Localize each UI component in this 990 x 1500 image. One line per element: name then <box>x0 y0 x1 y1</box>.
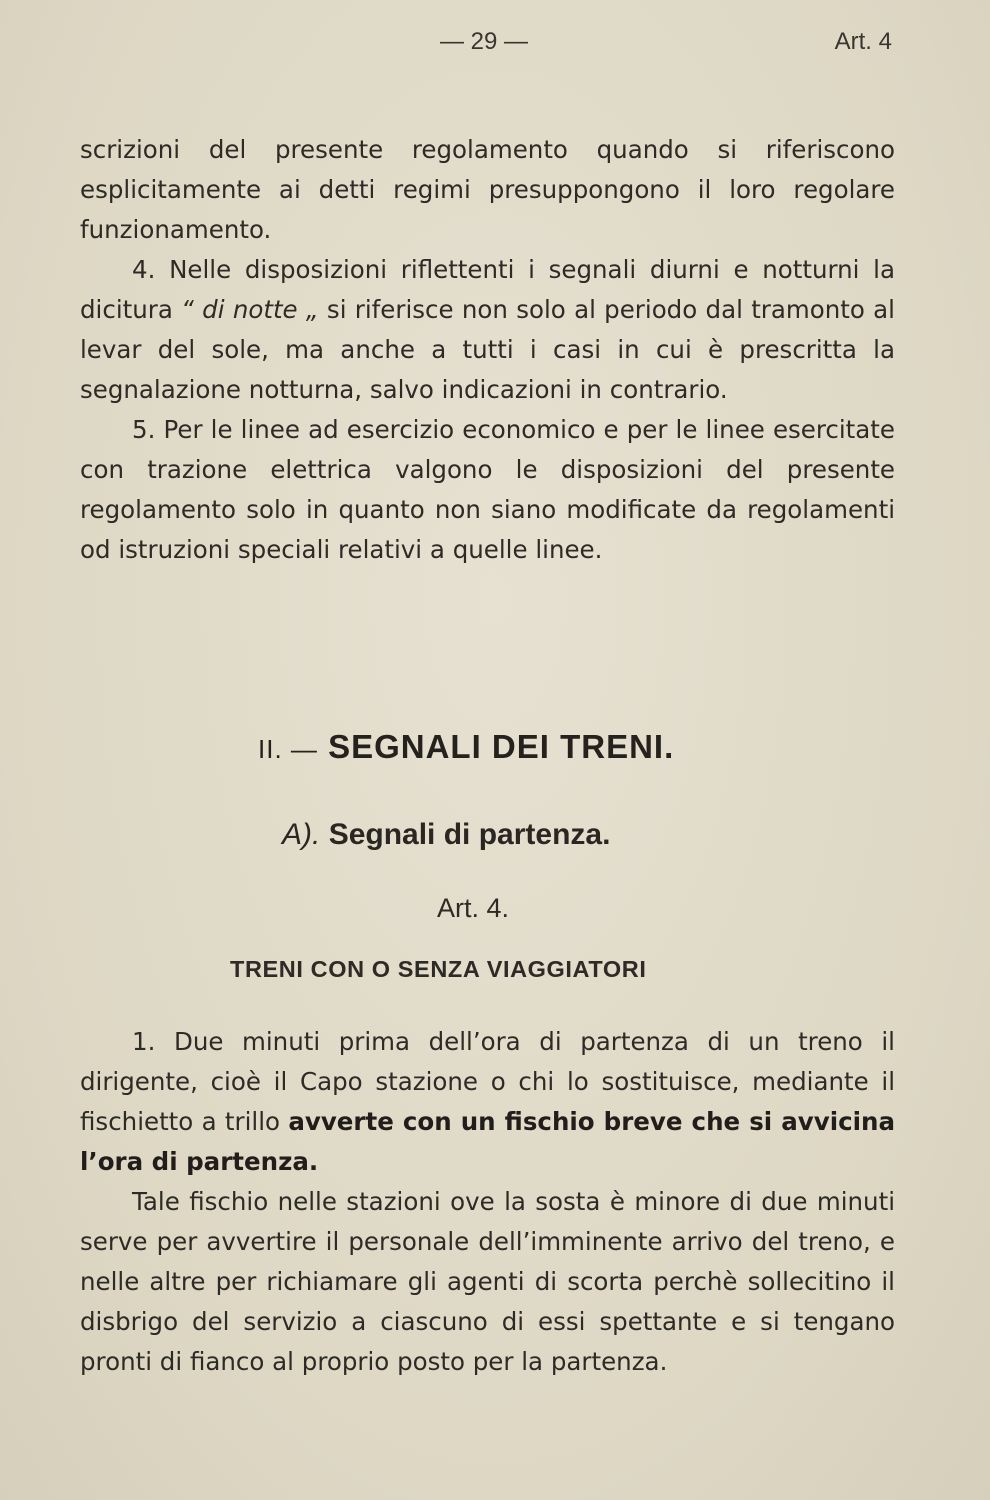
article-number: Art. 4. <box>437 893 510 923</box>
paragraph-5: 5. Per le linee ad esercizio economico e per le linee esercitate con trazione elettrica valgono le disposizioni del presente regolamento solo in quanto non siano modificate da regolamenti od istruzioni speciali relativi a quelle linee. <box>80 415 895 564</box>
article-paragraph-1-emphasis: avverte con un fischio breve che si avvicina l’ora di partenza. <box>80 1107 895 1176</box>
page-number: — 29 — <box>440 28 529 55</box>
section-title: SEGNALI DEI TRENI. <box>328 728 675 765</box>
article-text <box>80 1022 895 1382</box>
intro-text <box>80 130 895 570</box>
article-reference: Art. 4 <box>834 28 892 55</box>
paragraph-continuation: scrizioni del presente regolamento quando si riferiscono esplicitamente ai detti regimi presuppongono il loro regolare funzionamento. <box>80 135 895 244</box>
subsection-letter: A). <box>282 818 321 851</box>
article-paragraph-1-start: 1. Due minuti prima dell’ora di partenza di un treno il dirigente, cioè il Capo stazione o chi lo sostituisce, mediante il fischietto a trillo <box>80 1027 895 1136</box>
paragraph-4-start: 4. Nelle disposizioni riflettenti i segnali diurni e notturni la dicitura <box>80 255 895 324</box>
article-title: TRENI CON O SENZA VIAGGIATORI <box>230 956 647 982</box>
quoted-phrase: “ di notte „ <box>181 295 319 324</box>
running-head <box>0 28 990 58</box>
section-number: II. — <box>258 734 318 764</box>
paragraph-4-end: si riferisce non solo al periodo dal tramonto al levar del sole, ma anche a tutti i casi in cui è prescritta la segnalazione notturna, salvo indicazioni in contrario. <box>80 295 895 404</box>
article-paragraph-1 <box>80 1022 895 1182</box>
subsection-title: Segnali di partenza. <box>328 818 611 851</box>
section-heading <box>258 728 674 766</box>
subsection-heading <box>282 818 610 852</box>
paragraph-4 <box>80 250 895 410</box>
article-paragraph-2: Tale fischio nelle stazioni ove la sosta è minore di due minuti serve per avvertire il personale dell’imminente arrivo del treno, e nelle altre per richiamare gli agenti di scorta perchè sollecitino il disbrigo del servizio a ciascuno di essi spettante e si tengano pronti di fianco al proprio posto per la partenza. <box>80 1187 895 1376</box>
